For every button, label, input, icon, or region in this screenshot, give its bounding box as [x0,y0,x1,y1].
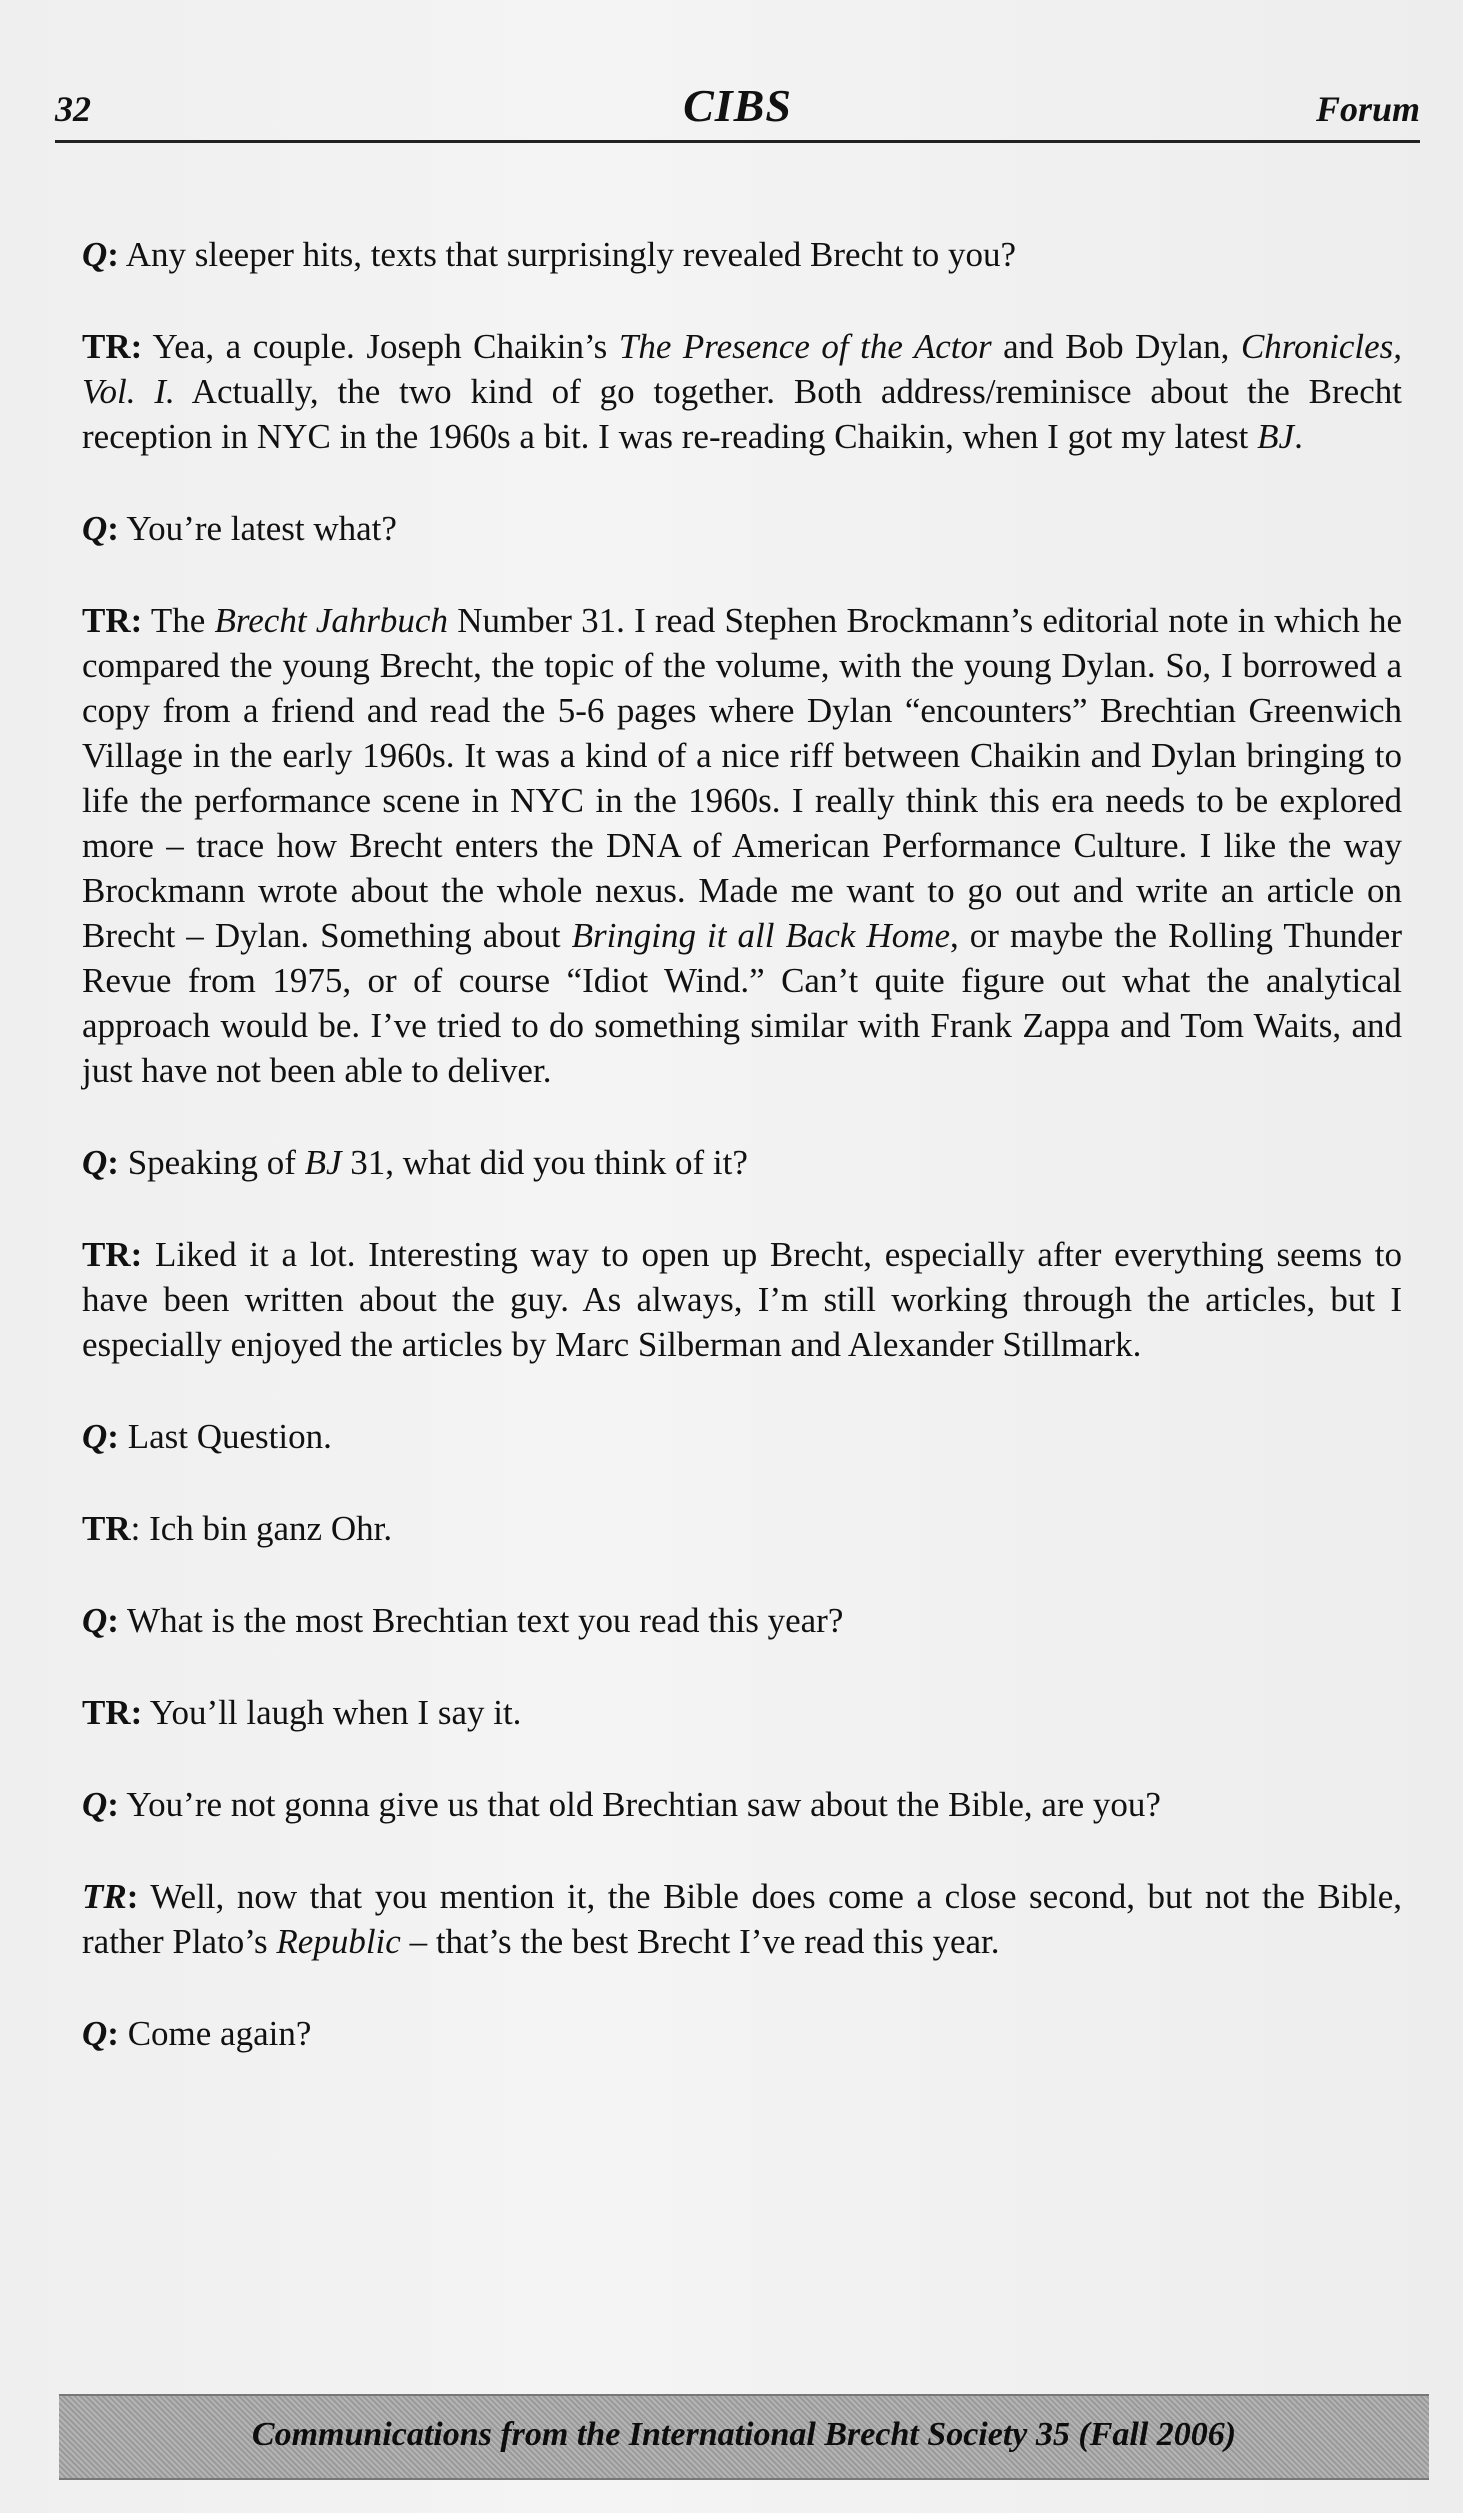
interview-paragraph [82,1874,1402,1964]
speaker-label: Q [82,2014,108,2053]
interview-paragraph [82,1690,1402,1735]
paragraph-text: Number 31. I read Stephen Brockmann’s editorial note in which he compared the young Brecht, the topic of the volume, with the young Dylan. So, I borrowed a copy from a friend and read the 5-6 pages where Dylan “encounters” Brechtian Greenwich Village in the early 1960s. It was a kind of a nice riff between Chaikin and Dylan bringing to life the performance scene in NYC in the 1960s. I really think this era needs to be explored more – trace how Brecht enters the DNA of American Performance Culture. I like the way Brockmann wrote about the whole nexus. Made me want to go out and write an article on Brecht – Dylan. Something about [82,601,1403,955]
speaker-label: TR [82,1693,131,1732]
speaker-label: TR [82,1509,131,1548]
speaker-label: TR [82,601,131,640]
paragraph-text: Ich bin ganz Ohr. [140,1509,393,1548]
paragraph-text: Come again? [118,2014,312,2053]
interview-paragraph [82,598,1402,1093]
speaker-colon: : [130,1235,143,1274]
italic-title-text: BJ [304,1143,342,1182]
interview-paragraph [82,2011,1402,2056]
paragraph-text: The [142,601,215,640]
speaker-label: Q [82,1143,108,1182]
interview-paragraph [82,1598,1402,1643]
journal-title: CIBS [683,80,792,131]
speaker-label: Q [82,509,108,548]
paragraph-text: and Bob Dylan, [991,327,1241,366]
paragraph-text: You’re latest what? [118,509,397,548]
speaker-colon: : [107,509,119,548]
interview-paragraph [82,1232,1402,1367]
paragraph-text: Any sleeper hits, texts that surprisingly revealed Brecht to you? [118,235,1017,274]
paragraph-text: Liked it a lot. Interesting way to open up Brecht, especially after everything seems to have been written about the guy. As always, I’m still working through the articles, but I especially enjoyed the articles by Marc Silberman and Alexander Stillmark. [82,1235,1402,1364]
interview-paragraph [82,324,1402,459]
speaker-colon: : [130,327,143,366]
footer-citation: Communications from the International Brecht Society 35 (Fall 2006) [251,2416,1237,2453]
interview-paragraph [82,1414,1402,1459]
paragraph-text: – that’s the best Brecht I’ve read this year. [400,1922,1000,1961]
page-header [55,78,1420,143]
speaker-colon: : [107,1785,119,1824]
paragraph-text: Speaking of [118,1143,305,1182]
paragraph-text: Well, now that you mention it, the Bible does come a close second, but not the Bible, rather Plato’s [82,1877,1402,1961]
speaker-colon: : [130,1509,141,1548]
paragraph-text: , or maybe the Rolling Thunder Revue from 1975, or of course “Idiot Wind.” Can’t quite figure out what the analytical approach would be. I’ve tried to do something similar with Frank Zappa and Tom Waits, and just have not been able to deliver. [82,916,1402,1090]
italic-title-text: BJ [1257,417,1295,456]
speaker-label: Q [82,1601,108,1640]
italic-title-text: Republic [276,1922,401,1961]
paragraph-text: You’re not gonna give us that old Brechtian saw about the Bible, are you? [118,1785,1161,1824]
speaker-label: Q [82,1417,108,1456]
paragraph-text: Last Question. [118,1417,332,1456]
section-title: Forum [1315,89,1420,129]
italic-title-text: Bringing it all Back Home [571,916,951,955]
speaker-colon: : [107,1143,119,1182]
speaker-label: TR [82,327,131,366]
speaker-label: Q [82,1785,108,1824]
italic-title-text: Chronicles, Vol. I. [82,327,1403,411]
speaker-colon: : [126,1877,139,1916]
page-number: 32 [55,89,91,129]
footer-banner [59,2394,1429,2480]
speaker-colon: : [107,2014,119,2053]
speaker-colon: : [130,601,143,640]
interview-body [82,232,1402,2103]
speaker-label: TR [82,1877,127,1916]
interview-paragraph [82,506,1402,551]
interview-paragraph [82,1140,1402,1185]
paragraph-text: Yea, a couple. Joseph Chaikin’s [142,327,619,366]
interview-paragraph [82,1782,1402,1827]
italic-title-text: Brecht Jahrbuch [214,601,448,640]
paragraph-text: You’ll laugh when I say it. [142,1693,522,1732]
speaker-colon: : [107,1601,119,1640]
italic-title-text: The Presence of the Actor [618,327,992,366]
paragraph-text: Actually, the two kind of go together. Both address/reminisce about the Brecht reception in NYC in the 1960s a bit. I was re-reading Chaikin, when I got my latest [82,372,1402,456]
speaker-colon: : [107,1417,119,1456]
paragraph-text: . [1294,417,1303,456]
speaker-colon: : [107,235,119,274]
speaker-label: Q [82,235,108,274]
paragraph-text: 31, what did you think of it? [341,1143,748,1182]
speaker-colon: : [130,1693,143,1732]
speaker-label: TR [82,1235,131,1274]
paragraph-text: What is the most Brechtian text you read this year? [118,1601,844,1640]
interview-paragraph [82,1506,1402,1551]
interview-paragraph [82,232,1402,277]
